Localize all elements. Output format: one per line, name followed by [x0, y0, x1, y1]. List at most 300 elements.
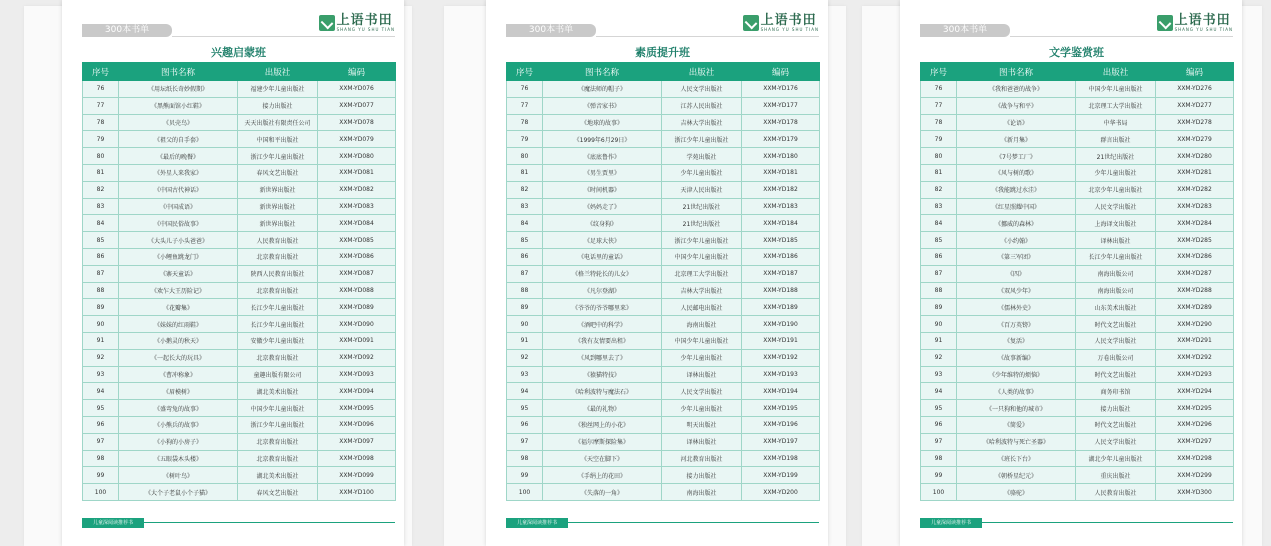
book-title: 《最的礼物》 [543, 400, 662, 417]
book-title: 《战争与和平》 [957, 97, 1076, 114]
book-title: 《外星人来我家》 [119, 164, 238, 181]
publisher: 商务印书馆 [1076, 383, 1156, 400]
book-title: 《论语》 [957, 114, 1076, 131]
book-code: XXM-YD179 [742, 131, 820, 148]
book-table [920, 62, 1234, 501]
book-title: 《祖父的自手套》 [119, 131, 238, 148]
table-row [83, 484, 396, 501]
table-row [507, 198, 820, 215]
row-number: 100 [921, 484, 957, 501]
book-title: 《7号梦工厂》 [957, 148, 1076, 165]
book-code: XXM-YD281 [1156, 164, 1234, 181]
logo-subtitle: SHANG YU SHU TIAN [1174, 27, 1233, 32]
row-number: 84 [83, 215, 119, 232]
book-list-page [62, 0, 404, 546]
row-number: 77 [507, 97, 543, 114]
book-code: XXM-YD296 [1156, 416, 1234, 433]
table-row [507, 232, 820, 249]
logo-name: 上语书田 [760, 13, 817, 28]
row-number: 86 [507, 248, 543, 265]
publisher: 童趣出版有限公司 [238, 366, 318, 383]
row-number: 94 [83, 383, 119, 400]
publisher: 海南出版社 [662, 316, 742, 333]
row-number: 81 [83, 164, 119, 181]
publisher: 新世界出版社 [238, 181, 318, 198]
table-row [507, 248, 820, 265]
row-number: 84 [507, 215, 543, 232]
book-title: 《我有友情要出租》 [543, 332, 662, 349]
book-title: 《1999年6月29日》 [543, 131, 662, 148]
book-code: XXM-YD289 [1156, 299, 1234, 316]
book-title: 《风到哪里去了》 [543, 349, 662, 366]
book-title: 《眉模树》 [119, 383, 238, 400]
book-code: XXM-YD187 [742, 265, 820, 282]
table-row [507, 450, 820, 467]
book-code: XXM-YD286 [1156, 248, 1234, 265]
book-title: 《班长下台》 [957, 450, 1076, 467]
publisher: 人民文学出版社 [1076, 198, 1156, 215]
row-number: 82 [83, 181, 119, 198]
row-number: 96 [83, 416, 119, 433]
book-title: 《哈利波特与魔法石》 [543, 383, 662, 400]
table-row [921, 349, 1234, 366]
table-row [921, 265, 1234, 282]
column-header: 图书名称 [119, 63, 238, 81]
logo-name: 上语书田 [336, 13, 393, 28]
table-row [921, 484, 1234, 501]
row-number: 87 [921, 265, 957, 282]
book-code: XXM-YD189 [742, 299, 820, 316]
table-row [507, 349, 820, 366]
book-title: 《小熊兵的故事》 [119, 416, 238, 433]
publisher: 春风文艺出版社 [238, 164, 318, 181]
publisher: 人民教育出版社 [238, 232, 318, 249]
book-code: XXM-YD299 [1156, 467, 1234, 484]
book-title: 《一起长大的玩具》 [119, 349, 238, 366]
publisher: 春风文艺出版社 [238, 484, 318, 501]
book-title: 《第三军团》 [957, 248, 1076, 265]
publisher: 中国和平出版社 [238, 131, 318, 148]
book-table [506, 62, 820, 501]
table-row [507, 316, 820, 333]
row-number: 97 [83, 433, 119, 450]
table-row [921, 282, 1234, 299]
row-number: 85 [83, 232, 119, 249]
page-title: 文学鉴赏班 [1049, 46, 1104, 59]
book-title: 《双风少年》 [957, 282, 1076, 299]
book-title: 《我能跳过水洼》 [957, 181, 1076, 198]
book-title: 《小约翰》 [957, 232, 1076, 249]
book-title: 《电话里的童话》 [543, 248, 662, 265]
table-row [83, 416, 396, 433]
logo-subtitle: SHANG YU SHU TIAN [760, 27, 819, 32]
list-tag: 300本书单 [506, 24, 596, 37]
table-row [83, 232, 396, 249]
row-number: 83 [921, 198, 957, 215]
row-number: 81 [507, 164, 543, 181]
book-code: XXM-YD298 [1156, 450, 1234, 467]
table-row [83, 131, 396, 148]
table-row [83, 97, 396, 114]
publisher: 21世纪出版社 [662, 198, 742, 215]
publisher: 21世纪出版社 [662, 215, 742, 232]
table-row [507, 181, 820, 198]
table-row [921, 131, 1234, 148]
book-list-page [900, 0, 1242, 546]
publisher: 中国少年儿童出版社 [238, 400, 318, 417]
table-row [83, 198, 396, 215]
book-code: XXM-YD080 [318, 148, 396, 165]
row-number: 99 [507, 467, 543, 484]
logo-check-icon [319, 15, 335, 31]
book-code: XXM-YD183 [742, 198, 820, 215]
row-number: 93 [507, 366, 543, 383]
column-header: 出版社 [1076, 63, 1156, 81]
table-row [507, 97, 820, 114]
publisher: 译林出版社 [1076, 232, 1156, 249]
book-code: XXM-YD083 [318, 198, 396, 215]
book-code: XXM-YD294 [1156, 383, 1234, 400]
book-title: 《新月集》 [957, 131, 1076, 148]
table-row [83, 383, 396, 400]
book-title: 《盛弯兔的故事》 [119, 400, 238, 417]
table-row [83, 265, 396, 282]
table-row [83, 282, 396, 299]
table-row [921, 467, 1234, 484]
book-code: XXM-YD196 [742, 416, 820, 433]
table-row [921, 198, 1234, 215]
publisher: 长江少年儿童出版社 [238, 299, 318, 316]
publisher: 学苑出版社 [662, 148, 742, 165]
book-code: XXM-YD199 [742, 467, 820, 484]
book-code: XXM-YD090 [318, 316, 396, 333]
table-row [921, 215, 1234, 232]
book-title: 《小狗的小房子》 [119, 433, 238, 450]
publisher: 接力出版社 [1076, 400, 1156, 417]
book-code: XXM-YD085 [318, 232, 396, 249]
row-number: 95 [507, 400, 543, 417]
book-code: XXM-YD088 [318, 282, 396, 299]
book-code: XXM-YD092 [318, 349, 396, 366]
book-code: XXM-YD178 [742, 114, 820, 131]
book-title: 《小鲤鱼跳龙门》 [119, 248, 238, 265]
publisher: 天津人民出版社 [662, 181, 742, 198]
row-number: 98 [507, 450, 543, 467]
table-row [921, 164, 1234, 181]
publisher: 陕西人民教育出版社 [238, 265, 318, 282]
row-number: 76 [507, 81, 543, 98]
book-title: 《妈妈走了》 [543, 198, 662, 215]
book-code: XXM-YD177 [742, 97, 820, 114]
row-number: 80 [83, 148, 119, 165]
publisher: 吉林大学出版社 [662, 114, 742, 131]
book-code: XXM-YD082 [318, 181, 396, 198]
book-code: XXM-YD188 [742, 282, 820, 299]
row-number: 90 [83, 316, 119, 333]
row-number: 99 [83, 467, 119, 484]
book-title: 《复活》 [957, 332, 1076, 349]
column-header: 序号 [83, 63, 119, 81]
row-number: 79 [921, 131, 957, 148]
book-code: XXM-YD282 [1156, 181, 1234, 198]
row-number: 100 [83, 484, 119, 501]
table-row [507, 164, 820, 181]
logo-check-icon [1157, 15, 1173, 31]
table-row [507, 383, 820, 400]
footer-label: 儿童深阅读推荐书 [506, 518, 568, 528]
table-row [507, 148, 820, 165]
book-title: 《中国古代神话》 [119, 181, 238, 198]
publisher: 万卷出版公司 [1076, 349, 1156, 366]
book-title: 《花瓣集》 [119, 299, 238, 316]
publisher: 少年儿童出版社 [662, 400, 742, 417]
row-number: 85 [507, 232, 543, 249]
book-code: XXM-YD182 [742, 181, 820, 198]
row-number: 92 [83, 349, 119, 366]
publisher: 北京教育出版社 [238, 433, 318, 450]
publisher: 南海出版公司 [1076, 265, 1156, 282]
row-number: 97 [921, 433, 957, 450]
book-title: 《挪威的森林》 [957, 215, 1076, 232]
publisher: 时代文艺出版社 [1076, 316, 1156, 333]
publisher: 湖北少年儿童出版社 [1076, 450, 1156, 467]
book-title: 《天空在脚下》 [543, 450, 662, 467]
publisher: 中华书局 [1076, 114, 1156, 131]
publisher: 时代文艺出版社 [1076, 416, 1156, 433]
book-code: XXM-YD194 [742, 383, 820, 400]
publisher: 南海出版社 [662, 484, 742, 501]
book-code: XXM-YD285 [1156, 232, 1234, 249]
row-number: 82 [507, 181, 543, 198]
book-title: 《妹妹的红雨鞋》 [119, 316, 238, 333]
table-row [507, 400, 820, 417]
book-code: XXM-YD096 [318, 416, 396, 433]
publisher: 少年儿童出版社 [1076, 164, 1156, 181]
book-code: XXM-YD181 [742, 164, 820, 181]
table-row [507, 114, 820, 131]
row-number: 76 [921, 81, 957, 98]
table-row [507, 299, 820, 316]
book-title: 《哈利波特与死亡圣器》 [957, 433, 1076, 450]
book-code: XXM-YD279 [1156, 131, 1234, 148]
publisher: 北京教育出版社 [238, 349, 318, 366]
publisher: 浙江少年儿童出版社 [238, 416, 318, 433]
book-code: XXM-YD091 [318, 332, 396, 349]
publisher: 长江少年儿童出版社 [1076, 248, 1156, 265]
book-code: XXM-YD291 [1156, 332, 1234, 349]
book-code: XXM-YD197 [742, 433, 820, 450]
publisher: 人民文学出版社 [662, 383, 742, 400]
publisher: 江苏人民出版社 [662, 97, 742, 114]
list-tag: 300本书单 [82, 24, 172, 37]
row-number: 93 [83, 366, 119, 383]
book-title: 《我和爸爸的战争》 [957, 81, 1076, 98]
row-number: 83 [507, 198, 543, 215]
book-code: XXM-YD193 [742, 366, 820, 383]
column-header: 编码 [1156, 63, 1234, 81]
table-row [507, 131, 820, 148]
footer-divider [144, 522, 395, 523]
book-code: XXM-YD277 [1156, 97, 1234, 114]
book-code: XXM-YD076 [318, 81, 396, 98]
publisher: 人民邮电出版社 [662, 299, 742, 316]
publisher: 中国少年儿童出版社 [662, 332, 742, 349]
row-number: 79 [507, 131, 543, 148]
publisher: 北京少年儿童出版社 [1076, 181, 1156, 198]
publisher: 21世纪出版社 [1076, 148, 1156, 165]
publisher: 人民教育出版社 [1076, 484, 1156, 501]
book-code: XXM-YD184 [742, 215, 820, 232]
row-number: 96 [921, 416, 957, 433]
book-title: 《用坛纸长奇妙假期》 [119, 81, 238, 98]
publisher: 长江少年儿童出版社 [238, 316, 318, 333]
logo [743, 12, 819, 34]
publisher: 吉林大学出版社 [662, 282, 742, 299]
publisher: 山东美术出版社 [1076, 299, 1156, 316]
row-number: 96 [507, 416, 543, 433]
row-number: 100 [507, 484, 543, 501]
row-number: 81 [921, 164, 957, 181]
table-row [921, 400, 1234, 417]
column-header: 出版社 [662, 63, 742, 81]
row-number: 87 [507, 265, 543, 282]
logo-subtitle: SHANG YU SHU TIAN [336, 27, 395, 32]
book-code: XXM-YD300 [1156, 484, 1234, 501]
row-number: 91 [921, 332, 957, 349]
publisher: 接力出版社 [238, 97, 318, 114]
book-title: 《红星照耀中国》 [957, 198, 1076, 215]
footer-divider [982, 522, 1233, 523]
book-title: 《凡尔登湖》 [543, 282, 662, 299]
book-code: XXM-YD079 [318, 131, 396, 148]
table-row [83, 81, 396, 98]
table-row [83, 181, 396, 198]
publisher: 北京教育出版社 [238, 450, 318, 467]
book-code: XXM-YD290 [1156, 316, 1234, 333]
book-code: XXM-YD191 [742, 332, 820, 349]
row-number: 89 [921, 299, 957, 316]
table-row [83, 215, 396, 232]
row-number: 78 [507, 114, 543, 131]
book-title: 《足球大侠》 [543, 232, 662, 249]
row-number: 91 [83, 332, 119, 349]
publisher: 浙江少年儿童出版社 [662, 232, 742, 249]
book-code: XXM-YD081 [318, 164, 396, 181]
book-title: 《五眼袋木头楼》 [119, 450, 238, 467]
publisher: 福建少年儿童出版社 [238, 81, 318, 98]
book-table [82, 62, 396, 501]
publisher: 新世界出版社 [238, 215, 318, 232]
table-row [507, 81, 820, 98]
publisher: 浙江少年儿童出版社 [238, 148, 318, 165]
row-number: 84 [921, 215, 957, 232]
logo [319, 12, 395, 34]
book-code: XXM-YD095 [318, 400, 396, 417]
publisher: 译林出版社 [662, 366, 742, 383]
table-row [83, 148, 396, 165]
row-number: 80 [921, 148, 957, 165]
book-title: 《底底鲁作》 [543, 148, 662, 165]
publisher: 少年儿童出版社 [662, 349, 742, 366]
book-code: XXM-YD280 [1156, 148, 1234, 165]
table-row [507, 366, 820, 383]
row-number: 83 [83, 198, 119, 215]
list-tag: 300本书单 [920, 24, 1010, 37]
row-number: 86 [921, 248, 957, 265]
footer-label: 儿童深阅读推荐书 [82, 518, 144, 528]
book-title: 《黑熊面馆小红鞋》 [119, 97, 238, 114]
book-title: 《曹冲称象》 [119, 366, 238, 383]
book-code: XXM-YD200 [742, 484, 820, 501]
publisher: 时代文艺出版社 [1076, 366, 1156, 383]
table-row [921, 114, 1234, 131]
publisher: 群言出版社 [1076, 131, 1156, 148]
table-row [83, 349, 396, 366]
book-code: XXM-YD278 [1156, 114, 1234, 131]
book-code: XXM-YD100 [318, 484, 396, 501]
column-header: 图书名称 [957, 63, 1076, 81]
book-code: XXM-YD287 [1156, 265, 1234, 282]
table-row [921, 299, 1234, 316]
row-number: 93 [921, 366, 957, 383]
table-row [83, 400, 396, 417]
book-title: 《寨天童话》 [119, 265, 238, 282]
column-header: 出版社 [238, 63, 318, 81]
row-number: 89 [83, 299, 119, 316]
book-code: XXM-YD185 [742, 232, 820, 249]
publisher: 人民文学出版社 [662, 81, 742, 98]
publisher: 少年儿童出版社 [662, 164, 742, 181]
book-title: 《欢乍大王历险记》 [119, 282, 238, 299]
book-title: 《魔法师的帽子》 [543, 81, 662, 98]
row-number: 94 [921, 383, 957, 400]
book-code: XXM-YD293 [1156, 366, 1234, 383]
table-row [83, 433, 396, 450]
table-row [507, 215, 820, 232]
row-number: 88 [507, 282, 543, 299]
book-code: XXM-YD186 [742, 248, 820, 265]
row-number: 90 [507, 316, 543, 333]
logo [1157, 12, 1233, 34]
logo-name: 上语书田 [1174, 13, 1231, 28]
book-code: XXM-YD288 [1156, 282, 1234, 299]
publisher: 上海译文出版社 [1076, 215, 1156, 232]
book-title: 《纹身狗》 [543, 215, 662, 232]
book-title: 《简爱》 [957, 416, 1076, 433]
book-title: 《大头儿子小头爸爸》 [119, 232, 238, 249]
table-row [507, 282, 820, 299]
table-row [921, 332, 1234, 349]
book-title: 《独丝网上的小花》 [543, 416, 662, 433]
publisher: 北京理工大学出版社 [1076, 97, 1156, 114]
row-number: 80 [507, 148, 543, 165]
row-number: 91 [507, 332, 543, 349]
row-number: 78 [921, 114, 957, 131]
row-number: 88 [921, 282, 957, 299]
book-code: XXM-YD097 [318, 433, 396, 450]
publisher: 新世界出版社 [238, 198, 318, 215]
table-row [921, 433, 1234, 450]
book-title: 《人类的故事》 [957, 383, 1076, 400]
column-header: 序号 [507, 63, 543, 81]
table-row [507, 433, 820, 450]
publisher: 天天出版社有限责任公司 [238, 114, 318, 131]
book-code: XXM-YD276 [1156, 81, 1234, 98]
row-number: 92 [921, 349, 957, 366]
book-code: XXM-YD089 [318, 299, 396, 316]
book-title: 《中国成语》 [119, 198, 238, 215]
column-header: 序号 [921, 63, 957, 81]
